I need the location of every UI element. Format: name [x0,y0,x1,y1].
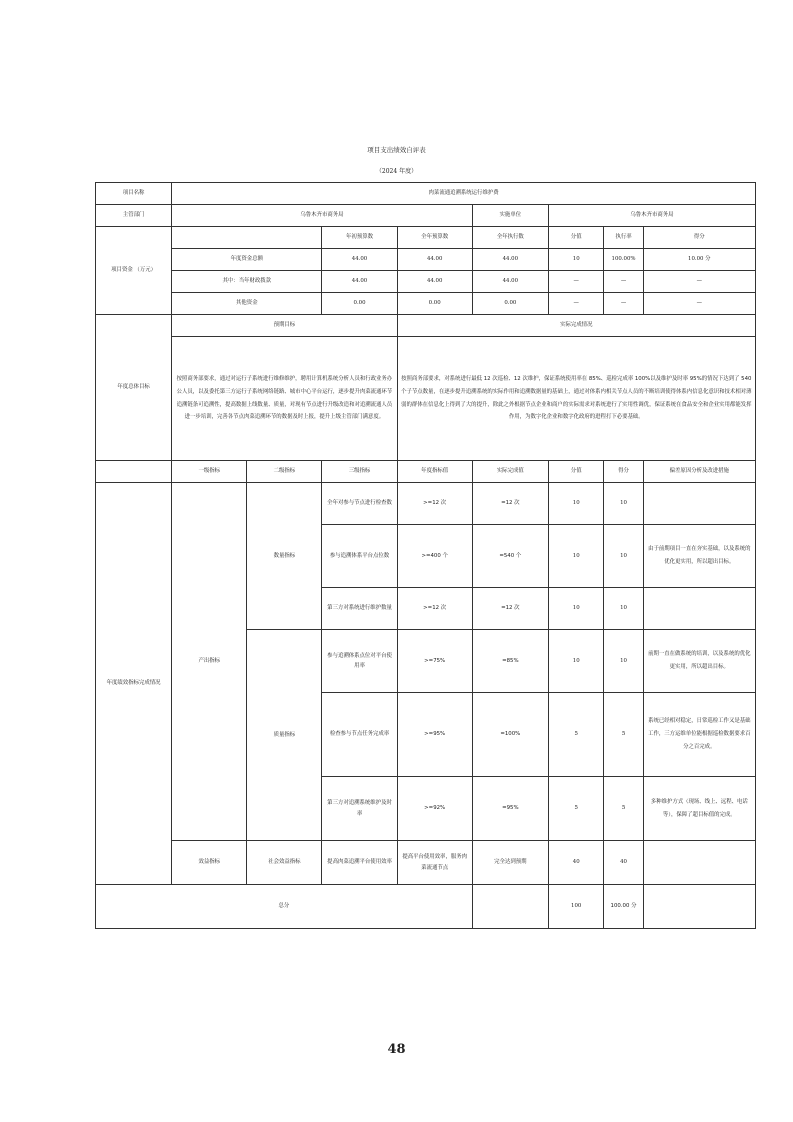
funds-cell: 44.00 [472,271,548,293]
row-funds-total [96,249,756,271]
indicator-header: 三级指标 [322,461,397,483]
funds-cell: 44.00 [322,271,397,293]
project-name-label: 项目名称 [96,183,172,205]
indicator-target: >=95% [397,693,472,777]
quality-indicator-label: 质量指标 [247,630,322,841]
row-dept [96,205,756,227]
year-subtitle: （2024 年度） [375,168,418,175]
indicator-name: 参与追溯体系点位对平台使用率 [322,630,397,693]
funds-header: 得分 [643,227,755,249]
indicator-header: 实际完成值 [472,461,548,483]
indicator-reason: 多种维护方式（现场、线上、远程、电话等），保障了超目标值的完成。 [643,777,755,841]
funds-cell: 10.00 分 [643,249,755,271]
indicator-score: 10 [604,483,643,525]
indicator-name: 第三方对追溯系统维护及时率 [322,777,397,841]
expected-goal-label: 预期目标 [172,315,397,337]
page-number: 48 [387,1042,406,1057]
funds-header: 全年执行数 [472,227,548,249]
indicator-score-value: 5 [548,693,604,777]
indicator-score-value: 10 [548,525,604,588]
total-blank [472,885,548,929]
funds-header: 执行率 [604,227,643,249]
indicator-score: 5 [604,777,643,841]
funds-cell: 0.00 [472,293,548,315]
indicator-header: 分值 [548,461,604,483]
indicator-score-value: 10 [548,630,604,693]
funds-cell: — [548,271,604,293]
funds-cell: 100.00% [604,249,643,271]
total-score: 100.00 分 [604,885,643,929]
indicator-actual: =540 个 [472,525,548,588]
indicator-row [96,483,756,525]
row-goal-header [96,315,756,337]
indicator-score-value: 10 [548,483,604,525]
indicator-actual: =85% [472,630,548,693]
benefit-indicator-label: 效益指标 [172,841,247,885]
dept-label: 主管部门 [96,205,172,227]
indicator-target: >=12 次 [397,588,472,630]
indicator-reason [643,588,755,630]
indicator-actual: =12 次 [472,483,548,525]
impl-unit-label: 实施单位 [472,205,548,227]
indicator-reason: 前期一直在做系统的培训，以及系统的优化更实用，所以超出目标。 [643,630,755,693]
dept-value: 乌鲁木齐市商务局 [172,205,473,227]
indicator-name: 检查参与节点任务完成率 [322,693,397,777]
funds-row-label: 其他资金 [172,293,322,315]
indicator-score-value: 10 [548,588,604,630]
funds-header: 分值 [548,227,604,249]
project-name-value: 肉菜流通追溯系统运行维护费 [172,183,756,205]
indicator-reason [643,841,755,885]
actual-completion-label: 实际完成情况 [397,315,755,337]
indicator-name: 参与追溯体系平台点位数 [322,525,397,588]
indicator-header: 得分 [604,461,643,483]
indicator-target: >=400 个 [397,525,472,588]
indicator-reason [643,483,755,525]
indicator-reason: 系统已经相对稳定，日常巡检工作又是基础工作，三方运维单位能根据巡检数据要求百分之百完成。 [643,693,755,777]
indicator-header: 二级指标 [247,461,322,483]
funds-cell: — [604,271,643,293]
funds-header: 年初预算数 [322,227,397,249]
indicator-row [96,841,756,885]
output-indicator-label: 产出指标 [172,483,247,841]
funds-cell: — [643,271,755,293]
funds-label: 项目资金 （万元） [96,227,172,315]
funds-cell: 0.00 [397,293,472,315]
indicator-header: 偏差原因分析及改进措施 [643,461,755,483]
indicator-score: 40 [604,841,643,885]
indicator-target: 提高平台使用效率，服务肉菜流通节点 [397,841,472,885]
funds-header-blank [172,227,322,249]
row-project-name [96,183,756,205]
indicator-header: 一级指标 [172,461,247,483]
actual-completion-text: 按照商务部要求，对系统进行最低 12 次巡检、12 次维护，保证系统使用率在 85%、巡检完成率 100%以及维护及时率 95%的情况下达到了 540 个子节点数量，在逐步提升追溯系统的实际作用和追溯数据量的基础上，通过对体系内相关节点人员的不断培训使得体系内信息化意识和技术相对薄弱的群体在信息化上得到了大的提升，除此之外根据节点企业和商户的实际需求对系统进行了实用性调优，保证系统在食品安全和企业实用都能发挥作用，为数字化企业和数字化政府的进程打下必要基础。 [397,337,755,461]
row-goal-content [96,337,756,461]
indicator-actual: =12 次 [472,588,548,630]
indicator-score: 10 [604,525,643,588]
row-funds-fiscal [96,271,756,293]
total-blank [643,885,755,929]
impl-unit-value: 乌鲁木齐市商务局 [548,205,755,227]
indicator-reason: 由于前期项目一直在夯实基础，以及系统的优化更实用，所以超出目标。 [643,525,755,588]
funds-cell: 44.00 [472,249,548,271]
row-indicator-header [96,461,756,483]
funds-cell: — [548,293,604,315]
indicator-header-blank [96,461,172,483]
perf-completion-label: 年度绩效指标完成情况 [96,483,172,885]
indicator-score-value: 40 [548,841,604,885]
evaluation-table [95,182,756,929]
expected-goal-text: 按照商务部要求，通过对运行子系统进行维修维护，聘用计算机系统分析人员和行政业务办公人员，以及委托第三方运行子系统网络链路、城市中心平台运行，逐步提升肉菜流通环节追溯链条可追溯性，提高数据上线数量、质量，对现有节点进行升级改造和对追溯流通人员进一步培训，完善各节点肉菜追溯环节的数据及时上报，提升上级主管部门满意度。 [172,337,397,461]
row-funds-header [96,227,756,249]
indicator-actual: 完全达到预期 [472,841,548,885]
quantity-indicator-label: 数量指标 [247,483,322,630]
indicator-header: 年度指标值 [397,461,472,483]
indicator-target: >=92% [397,777,472,841]
social-indicator-label: 社会效益指标 [247,841,322,885]
funds-cell: 44.00 [322,249,397,271]
indicator-name: 全年对参与节点进行检查数 [322,483,397,525]
indicator-score-value: 5 [548,777,604,841]
funds-cell: 10 [548,249,604,271]
page-title: 项目支出绩效自评表 [367,146,426,154]
total-score-value: 100 [548,885,604,929]
funds-cell: 44.00 [397,249,472,271]
row-total [96,885,756,929]
indicator-score: 10 [604,630,643,693]
indicator-actual: =95% [472,777,548,841]
indicator-score: 10 [604,588,643,630]
total-label: 总分 [96,885,473,929]
funds-cell: — [604,293,643,315]
indicator-target: >=75% [397,630,472,693]
indicator-score: 5 [604,693,643,777]
funds-row-label: 其中：当年财政拨款 [172,271,322,293]
indicator-actual: =100% [472,693,548,777]
annual-goal-label: 年度总体目标 [96,315,172,461]
indicator-target: >=12 次 [397,483,472,525]
indicator-name: 第三方对系统进行维护数量 [322,588,397,630]
funds-cell: 44.00 [397,271,472,293]
row-funds-other [96,293,756,315]
indicator-name: 提高肉菜追溯平台使用效率 [322,841,397,885]
funds-cell: 0.00 [322,293,397,315]
funds-row-label: 年度资金总额 [172,249,322,271]
funds-cell: — [643,293,755,315]
funds-header: 全年预算数 [397,227,472,249]
